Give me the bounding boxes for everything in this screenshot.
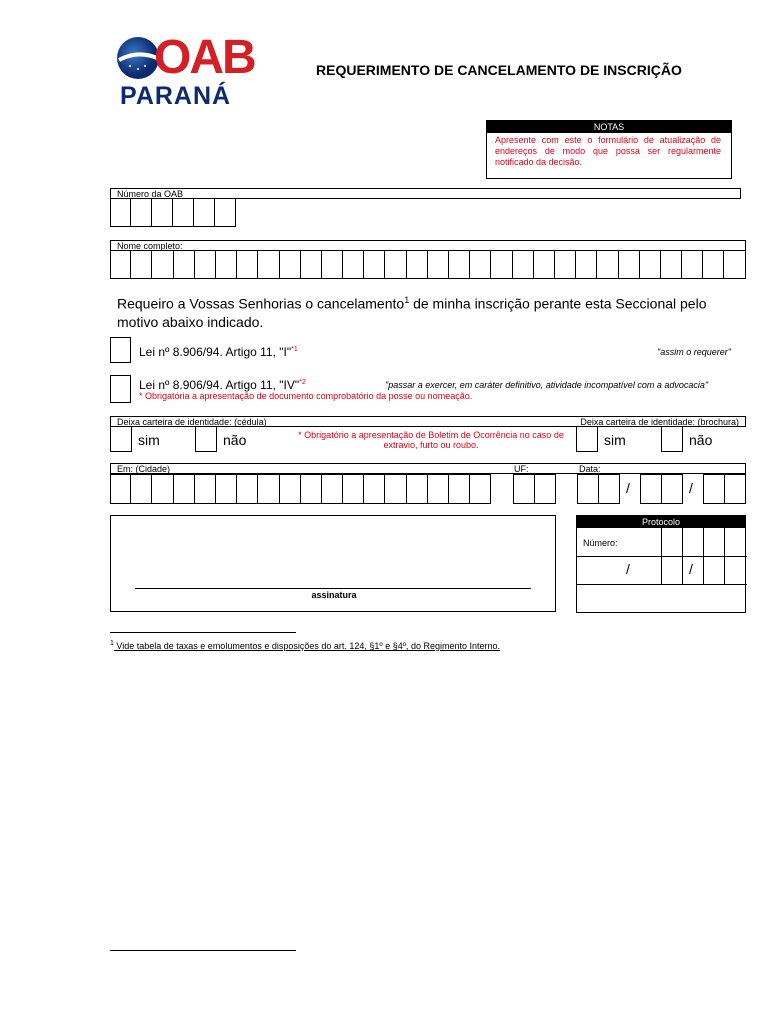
request-paragraph [117, 291, 747, 331]
full-name-cell[interactable] [491, 251, 512, 279]
logo-region-text: PARANÁ [120, 82, 232, 110]
city-cell[interactable] [110, 474, 131, 504]
uf-label: UF: [514, 464, 529, 474]
footnote-rule [110, 632, 296, 633]
date-day-cell[interactable] [599, 474, 621, 504]
notes-text: Apresente com este o formulário de atualização de endereços de modo que possa ser regularmente notificado da decisão. [495, 135, 721, 167]
notes-heading: NOTAS [487, 121, 731, 133]
option-2-text: Lei nº 8.906/94. Artigo 11, "IV" [139, 378, 300, 392]
option-1-label [139, 345, 298, 359]
full-name-cell[interactable] [640, 251, 661, 279]
protocol-separator-1: / [626, 561, 630, 577]
protocol-cell-divider [745, 528, 746, 584]
oab-number-cell[interactable] [152, 199, 173, 227]
option-1-text: Lei nº 8.906/94. Artigo 11, "I" [139, 345, 292, 359]
protocol-separator-2: / [689, 561, 693, 577]
full-name-cell[interactable] [428, 251, 449, 279]
oab-number-label: Número da OAB [110, 188, 741, 199]
protocol-cell-divider [724, 528, 725, 584]
protocol-cell-divider [661, 528, 662, 584]
id-card-brochura-label: Deixa carteira de identidade: (brochura) [580, 417, 739, 427]
page-title: REQUERIMENTO DE CANCELAMENTO DE INSCRIÇÃO [316, 62, 682, 78]
footnote-mark: 1 [110, 640, 114, 647]
request-footnote-mark: 1 [404, 295, 410, 305]
full-name-cell[interactable] [513, 251, 534, 279]
full-name-cell[interactable] [258, 251, 279, 279]
uf-cell[interactable] [513, 474, 535, 504]
full-name-cell[interactable] [597, 251, 618, 279]
uf-cell[interactable] [535, 474, 557, 504]
date-day-cell[interactable] [577, 474, 599, 504]
signature-label: assinatura [311, 590, 357, 600]
protocol-number-label: Número: [583, 538, 618, 548]
full-name-cell[interactable] [110, 251, 131, 279]
id-card-warning: * Obrigatório a apresentação de Boletim de Ocorrência no caso de extravio, furto ou roubo. [298, 430, 564, 450]
logo-oab-text: OAB [154, 31, 255, 84]
bottom-rule [110, 950, 296, 951]
protocol-cell-divider [703, 528, 704, 584]
city-cell[interactable] [280, 474, 301, 504]
city-cell[interactable] [364, 474, 385, 504]
full-name-field [110, 240, 746, 279]
date-label: Data: [579, 464, 601, 474]
city-cell[interactable] [301, 474, 322, 504]
full-name-cell[interactable] [449, 251, 470, 279]
city-cell[interactable] [385, 474, 406, 504]
option-2-label [139, 378, 306, 392]
protocol-cell-divider [682, 528, 683, 584]
date-separator-1: / [626, 480, 630, 496]
city-cell[interactable] [343, 474, 364, 504]
option-2-warning: * Obrigatória a apresentação de documento comprobatório da posse ou nomeação. [139, 391, 473, 401]
option-1-note: "assim o requerer" [657, 347, 731, 357]
date-year-cell[interactable] [725, 474, 747, 504]
city-cell[interactable] [195, 474, 216, 504]
full-name-cell[interactable] [174, 251, 195, 279]
full-name-cell[interactable] [703, 251, 724, 279]
city-cell[interactable] [428, 474, 449, 504]
city-cell[interactable] [131, 474, 152, 504]
city-cell[interactable] [216, 474, 237, 504]
city-cell[interactable] [258, 474, 279, 504]
city-cell[interactable] [470, 474, 491, 504]
cedula-yes-checkbox[interactable] [110, 426, 132, 452]
request-text-2: de minha inscrição perante esta Seccional pelo motivo abaixo indicado. [117, 295, 707, 330]
city-cell[interactable] [407, 474, 428, 504]
full-name-cell[interactable] [534, 251, 555, 279]
brochura-yes-label: sim [604, 432, 626, 448]
protocol-heading: Protocolo [577, 516, 745, 528]
date-separator-2: / [689, 480, 693, 496]
full-name-cell[interactable] [724, 251, 745, 279]
city-cell[interactable] [152, 474, 173, 504]
full-name-cell[interactable] [407, 251, 428, 279]
footnote [110, 640, 500, 651]
full-name-cell[interactable] [280, 251, 301, 279]
oab-number-cell[interactable] [131, 199, 152, 227]
oab-number-cell[interactable] [173, 199, 194, 227]
location-label-bar [110, 463, 746, 474]
option-1-checkbox[interactable] [110, 337, 131, 363]
option-2-note: "passar a exercer, em caráter definitivo, atividade incompatível com a advocacia" [385, 380, 709, 390]
oab-number-cell[interactable] [215, 199, 236, 227]
full-name-cell[interactable] [301, 251, 322, 279]
city-cell[interactable] [237, 474, 258, 504]
protocol-box [576, 515, 746, 613]
full-name-cell[interactable] [131, 251, 152, 279]
city-cell[interactable] [322, 474, 343, 504]
date-month-cell[interactable] [640, 474, 662, 504]
full-name-cell[interactable] [322, 251, 343, 279]
full-name-cell[interactable] [237, 251, 258, 279]
brochura-no-checkbox[interactable] [661, 426, 683, 452]
full-name-label: Nome completo: [110, 240, 746, 251]
city-cell[interactable] [174, 474, 195, 504]
signature-line [135, 588, 531, 589]
oab-number-field [110, 188, 741, 227]
full-name-cell[interactable] [343, 251, 364, 279]
brochura-no-label: não [689, 432, 713, 448]
date-year-cell[interactable] [703, 474, 725, 504]
id-card-cedula-label: Deixa carteira de identidade: (cédula) [117, 417, 267, 427]
option-2-checkbox[interactable] [110, 375, 131, 403]
full-name-cell[interactable] [364, 251, 385, 279]
cedula-no-label: não [223, 432, 247, 448]
cedula-yes-label: sim [138, 432, 160, 448]
signature-box[interactable] [110, 515, 556, 612]
city-label: Em: (Cidade) [117, 464, 171, 474]
full-name-cell[interactable] [152, 251, 173, 279]
full-name-cell[interactable] [195, 251, 216, 279]
option-2-mark: *2 [299, 379, 306, 386]
oab-logo [116, 31, 255, 110]
brochura-yes-checkbox[interactable] [576, 426, 598, 452]
full-name-cell[interactable] [576, 251, 597, 279]
city-cell[interactable] [449, 474, 470, 504]
full-name-cell[interactable] [682, 251, 703, 279]
oab-number-cell[interactable] [194, 199, 215, 227]
notes-box [486, 120, 732, 179]
date-month-cell[interactable] [662, 474, 684, 504]
cedula-no-checkbox[interactable] [195, 426, 217, 452]
full-name-cell[interactable] [216, 251, 237, 279]
full-name-cell[interactable] [385, 251, 406, 279]
option-1-mark: *1 [291, 346, 298, 353]
request-text: Requeiro a Vossas Senhorias o cancelamento [117, 295, 405, 312]
oab-number-cell[interactable] [110, 199, 131, 227]
full-name-cell[interactable] [555, 251, 576, 279]
full-name-cell[interactable] [470, 251, 491, 279]
full-name-cell[interactable] [661, 251, 682, 279]
full-name-cell[interactable] [619, 251, 640, 279]
footnote-text: Vide tabela de taxas e emolumentos e disposições do art. 124, §1º e §4º, do Regimento Interno. [113, 641, 501, 651]
